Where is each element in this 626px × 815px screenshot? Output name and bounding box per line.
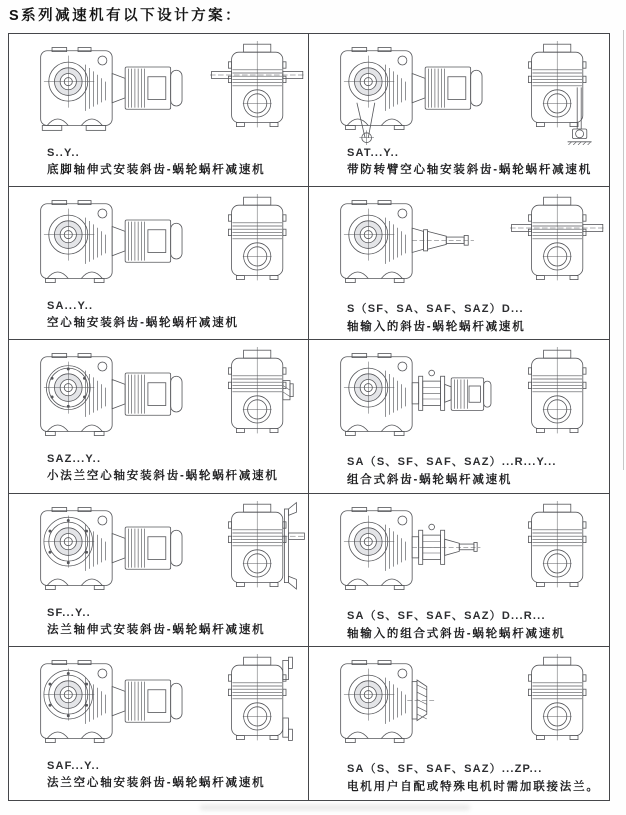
drawing-area (9, 34, 308, 146)
scheme-cell (309, 494, 609, 647)
drawing-area (309, 647, 609, 759)
model-description: 带防转臂空心轴安装斜齿-蜗轮蜗杆减速机 (347, 164, 593, 176)
gearbox-end-view-drawing (505, 501, 609, 605)
model-description: 组合式斜齿-蜗轮蜗杆减速机 (347, 474, 513, 487)
gearbox-end-view-drawing (505, 347, 609, 451)
gearbox-side-view-drawing (25, 654, 205, 758)
model-description: 轴输入的斜齿-蜗轮蜗杆减速机 (347, 321, 526, 334)
model-description: 法兰轴伸式安装斜齿-蜗轮蜗杆减速机 (47, 623, 266, 636)
drawing-area (309, 494, 609, 606)
drawing-area (309, 187, 609, 299)
scan-smudge (200, 805, 470, 810)
gearbox-side-view-drawing (325, 194, 505, 298)
drawing-area (9, 187, 308, 299)
model-code: S..Y.. (47, 147, 80, 159)
drawing-area (9, 340, 308, 452)
gearbox-end-view-drawing (205, 501, 309, 605)
drawing-area (9, 647, 308, 759)
gearbox-end-view-drawing (505, 194, 609, 298)
scheme-cell (309, 647, 609, 800)
model-code: SA（S、SF、SAF、SAZ）...R...Y... (347, 456, 557, 469)
scheme-cell (309, 187, 609, 340)
model-code: SA...Y.. (47, 300, 94, 313)
scheme-cell (9, 494, 309, 647)
gearbox-side-view-drawing (325, 41, 505, 145)
model-code: SA（S、SF、SAF、SAZ）...ZP... (347, 762, 543, 775)
drawing-area (9, 494, 308, 606)
model-description: 轴输入的组合式斜齿-蜗轮蜗杆减速机 (347, 627, 566, 640)
model-description: 空心轴安装斜齿-蜗轮蜗杆减速机 (47, 317, 239, 330)
scheme-cell (309, 34, 609, 187)
model-code: SAF...Y.. (47, 759, 100, 772)
gearbox-end-view-drawing (205, 654, 309, 758)
scheme-cell (9, 187, 309, 340)
gearbox-end-view-drawing (505, 41, 609, 145)
model-code: SA（S、SF、SAF、SAZ）D...R... (347, 609, 546, 622)
gearbox-side-view-drawing (25, 501, 205, 605)
scheme-cell (309, 340, 609, 493)
gearbox-side-view-drawing (25, 194, 205, 298)
model-code: SF...Y.. (47, 606, 91, 619)
model-description: 电机用户自配或特殊电机时需加联接法兰。 (347, 780, 600, 793)
model-code: SAZ...Y.. (47, 453, 102, 466)
design-scheme-grid (8, 33, 610, 801)
gearbox-end-view-drawing (205, 347, 309, 451)
page-title: S系列减速机有以下设计方案： (9, 8, 243, 24)
model-code: SAT...Y.. (347, 147, 400, 159)
gearbox-end-view-drawing (205, 194, 309, 298)
gearbox-side-view-drawing (325, 654, 505, 758)
drawing-area (309, 340, 609, 452)
gearbox-end-view-drawing (205, 41, 309, 145)
gearbox-side-view-drawing (325, 347, 505, 451)
model-code: S（SF、SA、SAF、SAZ）D... (347, 303, 524, 316)
model-description: 底脚轴伸式安装斜齿-蜗轮蜗杆减速机 (47, 164, 266, 176)
model-description: 法兰空心轴安装斜齿-蜗轮蜗杆减速机 (47, 776, 266, 789)
model-description: 小法兰空心轴安装斜齿-蜗轮蜗杆减速机 (47, 470, 279, 483)
gearbox-side-view-drawing (25, 347, 205, 451)
scan-edge-line (623, 30, 624, 470)
scheme-cell (9, 340, 309, 493)
gearbox-end-view-drawing (505, 654, 609, 758)
scheme-cell (9, 34, 309, 187)
drawing-area (309, 34, 609, 146)
gearbox-side-view-drawing (25, 41, 205, 145)
gearbox-side-view-drawing (325, 501, 505, 605)
scheme-cell (9, 647, 309, 800)
